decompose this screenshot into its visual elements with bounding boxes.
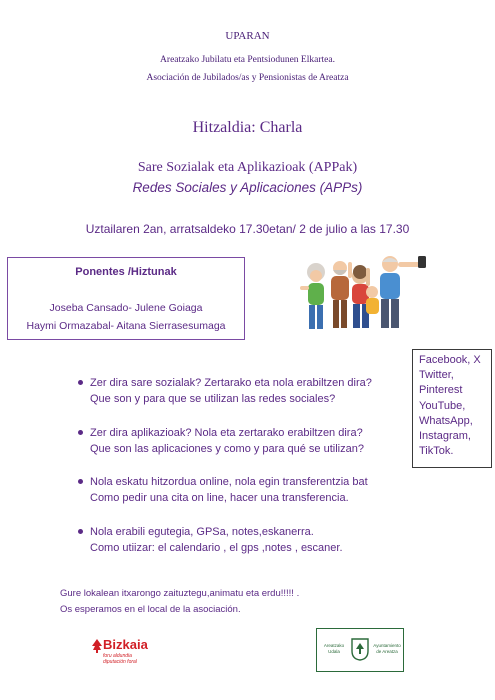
event-subtitle-spanish: Redes Sociales y Aplicaciones (APPs): [132, 180, 363, 195]
areatza-coat-of-arms-icon: [351, 637, 369, 661]
topic-spanish: Como pedir una cita on line, hacer una transferencia.: [90, 492, 349, 504]
topic-item: [78, 375, 418, 407]
topic-item: [78, 524, 418, 556]
org-name: UPARAN: [225, 30, 270, 42]
areatza-logo-left-1: Areatzako: [323, 643, 345, 648]
bullet-icon: [78, 529, 83, 534]
topic-item: [78, 474, 418, 506]
topic-basque: Nola eskatu hitzordua online, nola egin transferentzia bat: [90, 476, 368, 488]
speakers-line-2: Haymi Ormazabal- Aitana Sierrasesumaga: [26, 320, 226, 332]
topic-spanish: Como utiizar: el calendario , el gps ,notes , escaner.: [90, 542, 343, 554]
bullet-icon: [78, 430, 83, 435]
app-name: Facebook, X: [419, 354, 481, 366]
seniors-selfie-illustration: [296, 250, 434, 332]
bizkaia-logo: [92, 637, 167, 673]
apps-list-box: [412, 349, 492, 468]
bizkaia-logo-sub2: diputación foral: [103, 659, 137, 665]
topic-basque: Nola erabili egutegia, GPSa, notes,eskanerra.: [90, 526, 314, 538]
bizkaia-logo-sub1: foru aldundia: [103, 653, 132, 659]
speakers-line-1: Joseba Cansado- Julene Goiaga: [49, 302, 203, 314]
app-name: Twitter,: [419, 369, 454, 382]
bizkaia-tree-icon: [92, 639, 102, 653]
app-name: YouTube,: [419, 399, 466, 412]
speakers-box: [7, 257, 245, 340]
org-name-spanish: Asociación de Jubilados/as y Pensionistas de Areatza: [146, 73, 349, 83]
speakers-heading: Ponentes /Hiztunak: [75, 266, 177, 278]
org-name-basque: Areatzako Jubilatu eta Pentsiodunen Elkartea.: [160, 55, 335, 65]
app-name: Pinterest: [419, 384, 463, 397]
topic-basque: Zer dira aplikazioak? Nola eta zertarako erabiltzen dira?: [90, 427, 363, 439]
app-name: WhatsApp,: [419, 414, 473, 427]
closing-spanish: Os esperamos en el local de la asociación.: [60, 604, 241, 615]
bullet-icon: [78, 479, 83, 484]
areatza-logo: [316, 628, 404, 672]
event-title: Hitzaldia: Charla: [192, 119, 303, 136]
app-name: Instagram,: [419, 430, 471, 443]
bizkaia-logo-name: Bizkaia: [103, 637, 148, 652]
topic-item: [78, 425, 418, 457]
areatza-logo-left-2: Udala: [328, 649, 340, 654]
app-name: TikTok.: [419, 445, 454, 458]
event-subtitle-basque: Sare Sozialak eta Aplikazioak (APPak): [137, 160, 358, 175]
closing-basque: Gure lokalean itxarongo zaituztegu,animatu eta erdu!!!!! .: [60, 588, 300, 599]
areatza-logo-right-1: Ayuntamiento: [373, 643, 401, 648]
topic-spanish: Que son las aplicaciones y como y para qué se utilizan?: [90, 443, 364, 455]
event-date: Uztailaren 2an, arratsaldeko 17.30etan/ 2 de julio a las 17.30: [85, 222, 410, 236]
topic-spanish: Que son y para que se utilizan las redes sociales?: [90, 393, 336, 405]
bullet-icon: [78, 380, 83, 385]
areatza-logo-right-2: de Areatza: [376, 649, 398, 654]
topic-basque: Zer dira sare sozialak? Zertarako eta nola erabiltzen dira?: [90, 377, 372, 389]
